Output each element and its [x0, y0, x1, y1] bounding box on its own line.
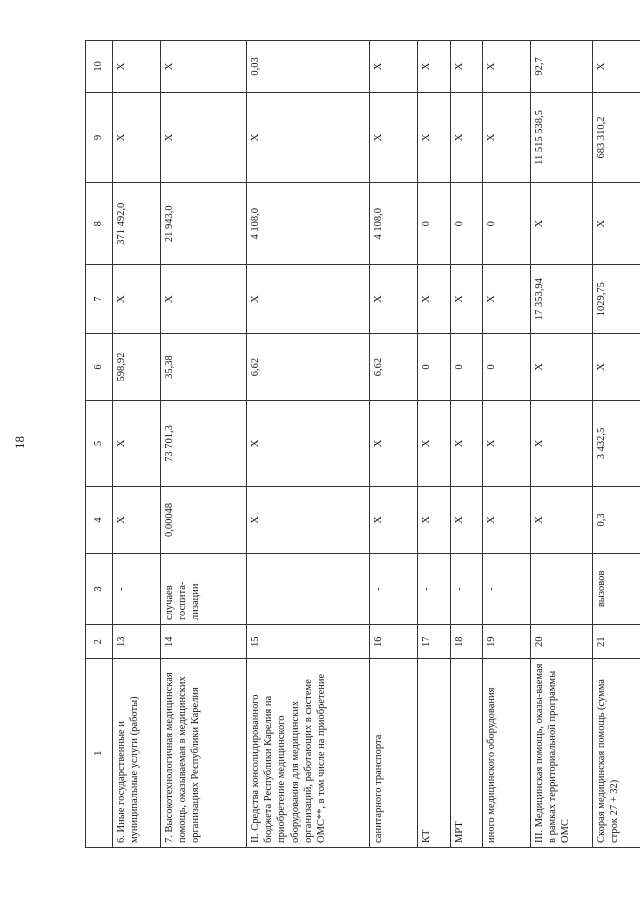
row-label: Скорая медицинская помощь (сумма строк 27 + 32) — [593, 659, 640, 848]
table-cell: 0 — [482, 183, 530, 265]
table-cell: 0 — [450, 183, 482, 265]
table-cell: X — [482, 92, 530, 183]
column-header: 1 — [86, 659, 113, 848]
row-number: 19 — [482, 624, 530, 658]
table-cell: 0 — [418, 334, 450, 401]
rotated-table-container — [85, 40, 640, 848]
column-header: 2 — [86, 624, 113, 658]
column-header: 3 — [86, 553, 113, 624]
unit-cell: - — [450, 553, 482, 624]
row-label: КТ — [418, 659, 450, 848]
table-cell: X — [450, 92, 482, 183]
table-cell: 6,62 — [370, 334, 418, 401]
header-row — [86, 41, 113, 848]
table-cell: 73 701,3 — [160, 400, 247, 486]
table-cell: 0,03 — [247, 41, 370, 93]
table-cell: 0 — [482, 334, 530, 401]
table-cell: X — [247, 265, 370, 334]
table-cell: 683 310,2 — [593, 92, 640, 183]
table-cell: X — [482, 265, 530, 334]
page-number: 18 — [12, 436, 27, 449]
column-header: 7 — [86, 265, 113, 334]
table-cell: X — [530, 487, 593, 554]
table-cell: 0,00048 — [160, 487, 247, 554]
row-label: II. Средства консолидированного бюджета Республики Карелия на приобретение медицинского оборудования для медицинских организаций, работающих в системе ОМС**, в том числе на приобретение — [247, 659, 370, 848]
row-number: 15 — [247, 624, 370, 658]
unit-cell — [530, 553, 593, 624]
table-cell: X — [160, 41, 247, 93]
table-cell: 0,3 — [593, 487, 640, 554]
table-cell: X — [593, 334, 640, 401]
table-cell: 6,62 — [247, 334, 370, 401]
unit-cell: вызовов — [593, 553, 640, 624]
table-row — [593, 41, 640, 848]
table-cell: X — [418, 487, 450, 554]
table-row — [482, 41, 530, 848]
table-cell: X — [482, 400, 530, 486]
table-cell: 17 353,94 — [530, 265, 593, 334]
budget-table — [85, 40, 640, 848]
unit-cell: случаев госпита-лизации — [160, 553, 247, 624]
column-header: 6 — [86, 334, 113, 401]
unit-cell: - — [113, 553, 161, 624]
row-label: иного медицинского оборудования — [482, 659, 530, 848]
table-cell: 3 432,5 — [593, 400, 640, 486]
table-cell: 0 — [450, 334, 482, 401]
unit-cell: - — [418, 553, 450, 624]
table-row — [247, 41, 370, 848]
table-cell: X — [530, 334, 593, 401]
table-row — [370, 41, 418, 848]
table-cell: X — [530, 400, 593, 486]
table-row — [113, 41, 161, 848]
table-cell: 371 492,0 — [113, 183, 161, 265]
table-row — [530, 41, 593, 848]
table-cell: X — [530, 183, 593, 265]
table-cell: X — [450, 487, 482, 554]
table-cell: X — [113, 92, 161, 183]
table-cell: X — [113, 400, 161, 486]
table-cell: X — [113, 41, 161, 93]
table-cell: X — [247, 92, 370, 183]
unit-cell — [247, 553, 370, 624]
table-cell: 4 108,0 — [247, 183, 370, 265]
row-label: 6. Иные государственные и муниципальные услуги (работы) — [113, 659, 161, 848]
table-cell: X — [160, 265, 247, 334]
table-cell: X — [482, 41, 530, 93]
table-cell: X — [113, 487, 161, 554]
table-cell: X — [482, 487, 530, 554]
table-cell: X — [450, 41, 482, 93]
column-header: 8 — [86, 183, 113, 265]
row-label: МРТ — [450, 659, 482, 848]
table-cell: X — [370, 41, 418, 93]
column-header: 4 — [86, 487, 113, 554]
row-label: санитарного транспорта — [370, 659, 418, 848]
column-header: 5 — [86, 400, 113, 486]
table-cell: 35,38 — [160, 334, 247, 401]
row-number: 21 — [593, 624, 640, 658]
table-cell: 11 515 538,5 — [530, 92, 593, 183]
table-cell: X — [593, 41, 640, 93]
table-cell: X — [370, 487, 418, 554]
table-row — [450, 41, 482, 848]
table-cell: X — [247, 400, 370, 486]
table-cell: X — [418, 265, 450, 334]
row-number: 16 — [370, 624, 418, 658]
table-cell: X — [418, 41, 450, 93]
row-number: 13 — [113, 624, 161, 658]
table-cell: 598,92 — [113, 334, 161, 401]
table-cell: X — [160, 92, 247, 183]
table-cell: X — [247, 487, 370, 554]
table-row — [418, 41, 450, 848]
table-cell: X — [370, 265, 418, 334]
row-label: 7. Высокотехнологичная медицинская помощь, оказываемая в медицинских организациях Республики Карелия — [160, 659, 247, 848]
table-row — [160, 41, 247, 848]
column-header: 9 — [86, 92, 113, 183]
table-cell: X — [370, 92, 418, 183]
table-cell: X — [418, 92, 450, 183]
table-rotation-frame — [85, 40, 640, 848]
table-cell: 4 108,0 — [370, 183, 418, 265]
row-label: III. Медицинская помощь, оказы-ваемая в рамках территориальной программы ОМС — [530, 659, 593, 848]
row-number: 14 — [160, 624, 247, 658]
table-cell: 92,7 — [530, 41, 593, 93]
table-cell: X — [113, 265, 161, 334]
table-cell: 1029,75 — [593, 265, 640, 334]
table-cell: X — [370, 400, 418, 486]
table-cell: X — [450, 400, 482, 486]
table-cell: X — [593, 183, 640, 265]
row-number: 17 — [418, 624, 450, 658]
row-number: 18 — [450, 624, 482, 658]
table-cell: X — [418, 400, 450, 486]
table-cell: 0 — [418, 183, 450, 265]
row-number: 20 — [530, 624, 593, 658]
table-cell: 21 943,0 — [160, 183, 247, 265]
column-header: 10 — [86, 41, 113, 93]
unit-cell: - — [370, 553, 418, 624]
unit-cell: - — [482, 553, 530, 624]
table-cell: X — [450, 265, 482, 334]
